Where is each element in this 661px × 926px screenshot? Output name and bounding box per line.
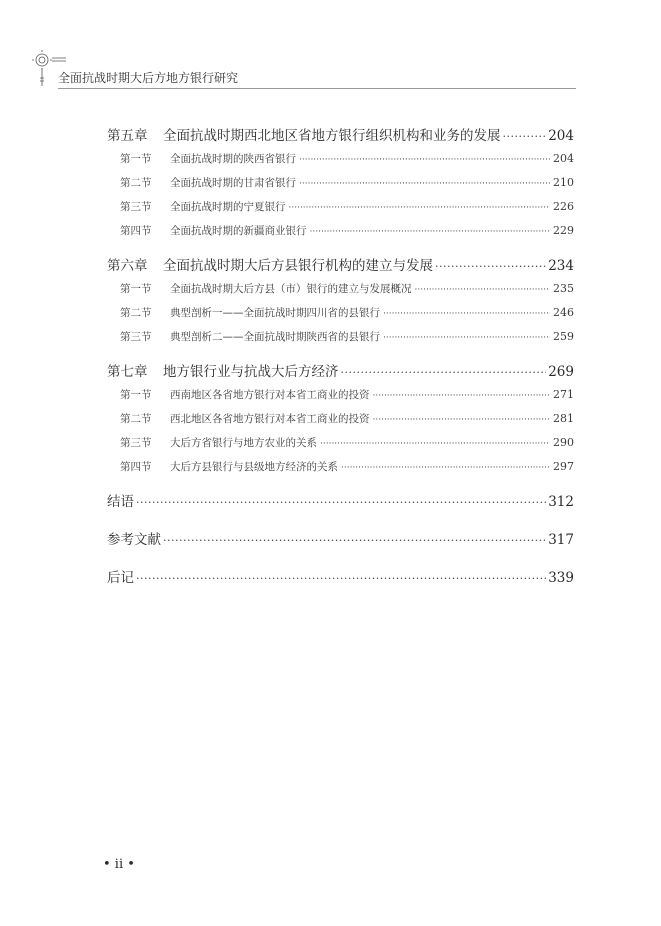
chapter-title: 地方银行业与抗战大后方经济 bbox=[163, 364, 339, 380]
leader-dots bbox=[289, 196, 551, 220]
section-number: 第一节 bbox=[120, 283, 152, 295]
leader-dots bbox=[373, 384, 551, 408]
section-number: 第三节 bbox=[120, 201, 152, 213]
page-number: 259 bbox=[553, 330, 574, 343]
page-number: 234 bbox=[548, 258, 574, 274]
section-number: 第四节 bbox=[120, 461, 152, 473]
running-header-title: 全面抗战时期大后方地方银行研究 bbox=[58, 71, 239, 85]
toc-section[interactable] bbox=[107, 383, 574, 407]
toc-postscript[interactable] bbox=[107, 568, 574, 589]
leader-dots bbox=[163, 530, 546, 551]
leader-dots bbox=[320, 432, 550, 456]
section-title: 西南地区各省地方银行对本省工商业的投资 bbox=[170, 389, 370, 401]
toc-section[interactable] bbox=[107, 407, 574, 431]
toc-section[interactable] bbox=[107, 195, 574, 219]
entry-title: 结语 bbox=[107, 494, 134, 510]
section-number: 第二节 bbox=[120, 307, 152, 319]
page-number: 229 bbox=[553, 224, 574, 237]
section-number: 第四节 bbox=[120, 225, 152, 237]
header-rule bbox=[58, 88, 576, 89]
leader-dots bbox=[373, 408, 551, 432]
leader-dots bbox=[341, 456, 550, 480]
section-number: 第二节 bbox=[120, 413, 152, 425]
section-title: 大后方省银行与地方农业的关系 bbox=[170, 437, 317, 449]
page-number: 204 bbox=[548, 128, 574, 144]
section-number: 第三节 bbox=[120, 437, 152, 449]
chapter-number: 第七章 bbox=[107, 364, 148, 380]
folio-page-number: • ii • bbox=[103, 857, 135, 872]
section-title: 全面抗战时期的陕西省银行 bbox=[170, 153, 296, 165]
page-number: 210 bbox=[553, 176, 574, 189]
section-number: 第三节 bbox=[120, 331, 152, 343]
leader-dots bbox=[299, 148, 550, 172]
leader-dots bbox=[310, 220, 551, 244]
page-number: 271 bbox=[553, 388, 574, 401]
leader-dots bbox=[341, 362, 547, 383]
toc-section[interactable] bbox=[107, 277, 574, 301]
page-number: 312 bbox=[548, 494, 574, 510]
section-title: 全面抗战时期的宁夏银行 bbox=[170, 201, 286, 213]
section-title: 典型剖析一——全面抗战时期四川省的县银行 bbox=[170, 307, 380, 319]
page-number: 269 bbox=[548, 364, 574, 380]
leader-dots bbox=[503, 126, 547, 147]
page-number: 204 bbox=[553, 152, 574, 165]
leader-dots bbox=[435, 256, 546, 277]
page-number: 290 bbox=[553, 436, 574, 449]
page-number: 235 bbox=[553, 282, 574, 295]
section-number: 第二节 bbox=[120, 177, 152, 189]
page-number: 281 bbox=[553, 412, 574, 425]
chapter-title: 全面抗战时期西北地区省地方银行组织机构和业务的发展 bbox=[163, 128, 501, 144]
toc-chapter-6[interactable] bbox=[107, 256, 574, 277]
toc-chapter-5[interactable] bbox=[107, 126, 574, 147]
toc-section[interactable] bbox=[107, 171, 574, 195]
section-title: 西北地区各省地方银行对本省工商业的投资 bbox=[170, 413, 370, 425]
chapter-number: 第六章 bbox=[107, 258, 148, 274]
chapter-title: 全面抗战时期大后方县银行机构的建立与发展 bbox=[163, 258, 433, 274]
toc-references[interactable] bbox=[107, 530, 574, 551]
leader-dots bbox=[299, 172, 550, 196]
section-title: 全面抗战时期大后方县（市）银行的建立与发展概况 bbox=[170, 283, 412, 295]
entry-title: 后记 bbox=[107, 570, 134, 586]
toc-section[interactable] bbox=[107, 431, 574, 455]
page-number: 317 bbox=[548, 532, 574, 548]
page-number: 297 bbox=[553, 460, 574, 473]
toc-conclusion[interactable] bbox=[107, 492, 574, 513]
chapter-number: 第五章 bbox=[107, 128, 148, 144]
toc-section[interactable] bbox=[107, 147, 574, 171]
page-number: 226 bbox=[553, 200, 574, 213]
section-title: 大后方县银行与县级地方经济的关系 bbox=[170, 461, 338, 473]
page-number: 246 bbox=[553, 306, 574, 319]
table-of-contents bbox=[107, 126, 574, 589]
section-title: 全面抗战时期的新疆商业银行 bbox=[170, 225, 307, 237]
entry-title: 参考文献 bbox=[107, 532, 161, 548]
leader-dots bbox=[383, 302, 550, 326]
leader-dots bbox=[415, 278, 551, 302]
toc-section[interactable] bbox=[107, 325, 574, 349]
section-number: 第一节 bbox=[120, 153, 152, 165]
leader-dots bbox=[136, 492, 546, 513]
toc-section[interactable] bbox=[107, 301, 574, 325]
page-number: 339 bbox=[548, 570, 574, 586]
section-title: 典型剖析二——全面抗战时期陕西省的县银行 bbox=[170, 331, 380, 343]
toc-section[interactable] bbox=[107, 455, 574, 479]
toc-chapter-7[interactable] bbox=[107, 362, 574, 383]
section-number: 第一节 bbox=[120, 389, 152, 401]
toc-section[interactable] bbox=[107, 219, 574, 243]
leader-dots bbox=[136, 568, 546, 589]
leader-dots bbox=[383, 326, 550, 350]
section-title: 全面抗战时期的甘肃省银行 bbox=[170, 177, 296, 189]
